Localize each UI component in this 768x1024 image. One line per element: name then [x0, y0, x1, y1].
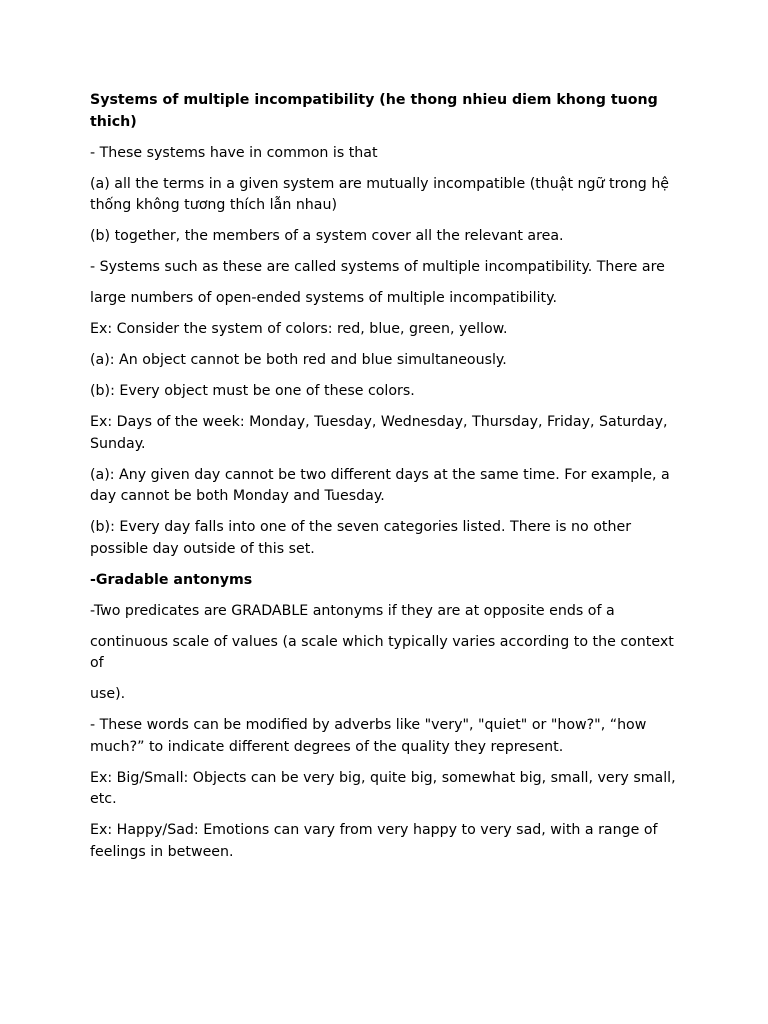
section-heading-multiple-incompatibility: Systems of multiple incompatibility (he thong nhieu diem khong tuong thich) — [90, 92, 658, 130]
paragraph: - These systems have in common is that — [90, 144, 378, 161]
paragraph: continuous scale of values (a scale which typically varies according to the context of — [90, 633, 674, 671]
paragraph: (b): Every object must be one of these colors. — [90, 383, 415, 399]
paragraph: - These words can be modified by adverbs like "very", "quiet" or "how?", “how much?” to indicate different degrees of the quality they represent. — [90, 717, 647, 755]
paragraph: Ex: Big/Small: Objects can be very big, quite big, somewhat big, small, very small, etc. — [90, 769, 676, 807]
paragraph: (a) all the terms in a given system are mutually incompatible (thuật ngữ trong hệ thống không tương thích lẫn nhau) — [90, 175, 670, 213]
paragraph: Ex: Consider the system of colors: red, blue, green, yellow. — [90, 321, 508, 337]
paragraph: large numbers of open-ended systems of multiple incompatibility. — [90, 290, 557, 306]
paragraph: -Two predicates are GRADABLE antonyms if they are at opposite ends of a — [90, 602, 615, 619]
paragraph: (a): An object cannot be both red and blue simultaneously. — [90, 352, 507, 368]
document-page — [90, 90, 680, 873]
paragraph: (b): Every day falls into one of the seven categories listed. There is no other possible day outside of this set. — [90, 519, 632, 557]
paragraph: (a): Any given day cannot be two different days at the same time. For example, a day cannot be both Monday and Tuesday. — [90, 466, 670, 504]
paragraph: use). — [90, 686, 126, 702]
paragraph: - Systems such as these are called systems of multiple incompatibility. There are — [90, 259, 665, 275]
section-heading-gradable-antonyms: -Gradable antonyms — [90, 571, 253, 588]
paragraph: (b) together, the members of a system cover all the relevant area. — [90, 228, 564, 244]
paragraph: Ex: Days of the week: Monday, Tuesday, Wednesday, Thursday, Friday, Saturday, Sunday. — [90, 414, 668, 452]
paragraph: Ex: Happy/Sad: Emotions can vary from very happy to very sad, with a range of feelings in between. — [90, 822, 658, 860]
